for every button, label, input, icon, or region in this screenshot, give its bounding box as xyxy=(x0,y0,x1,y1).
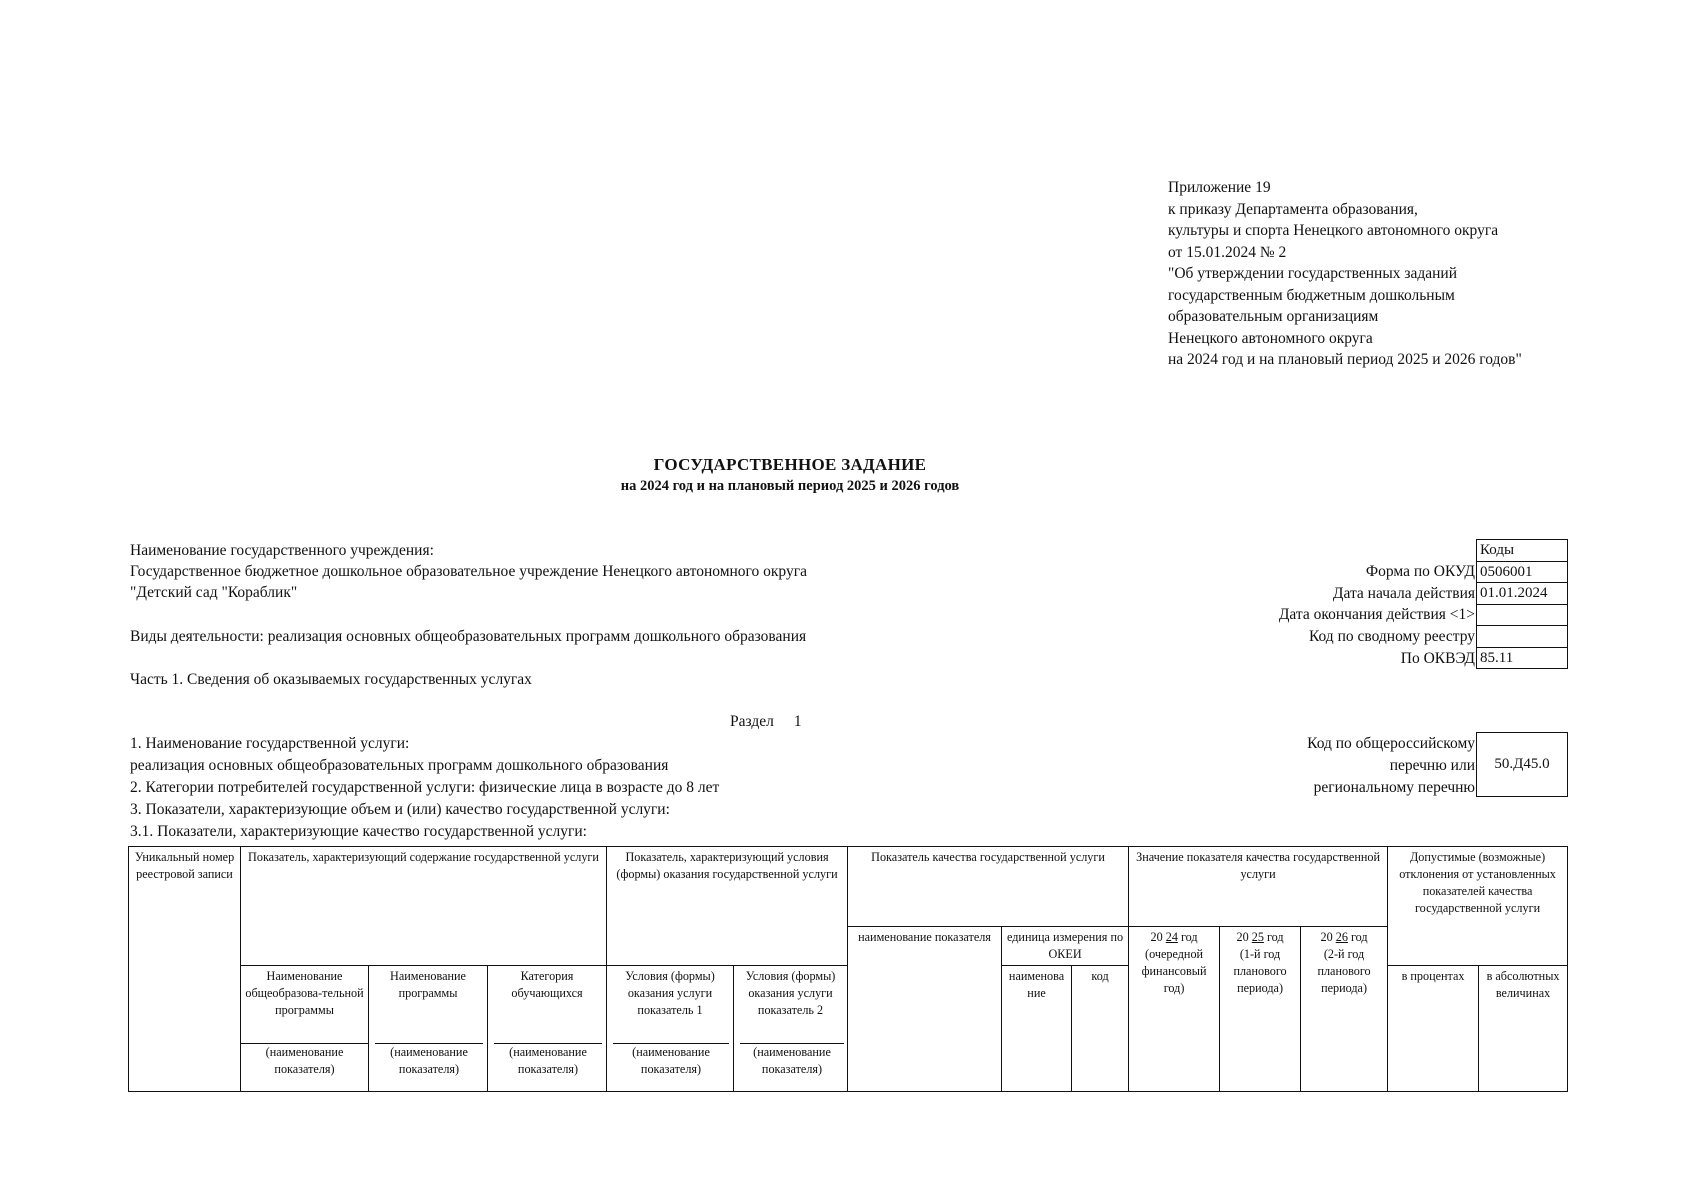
codes-label-start-date: Дата начала действия xyxy=(1332,585,1475,602)
year-2-value: 25 xyxy=(1251,930,1264,944)
codes-box xyxy=(1476,539,1568,669)
header-unit-okei: единица измерения по ОКЕИ xyxy=(1002,927,1129,966)
appendix-line: образовательным организациям xyxy=(1168,308,1379,325)
section-label xyxy=(730,713,802,731)
appendix-line: Ненецкого автономного округа xyxy=(1168,329,1373,347)
codes-label-registry: Код по сводному реестру xyxy=(1308,628,1475,645)
year-1-value: 24 xyxy=(1165,930,1178,944)
institution-name-line1: Государственное бюджетное дошкольное образовательное учреждение Ненецкого автономного округа xyxy=(130,563,807,580)
section-number: 1 xyxy=(793,713,802,730)
col-condition-2-note: (наименование показателя) xyxy=(740,1043,844,1078)
year-3-value: 26 xyxy=(1335,930,1348,944)
col-condition-2: Условия (формы) оказания услуги показатель 2 xyxy=(734,966,848,1092)
codes-value-end-date xyxy=(1477,605,1567,627)
header-conditions-indicator: Показатель, характеризующий условия (формы) оказания государственной услуги xyxy=(607,847,848,966)
header-year-2: 20 25 год (1-й год планового периода) xyxy=(1220,927,1301,1092)
col-category-note: (наименование показателя) xyxy=(494,1043,602,1078)
appendix-line: к приказу Департамента образования, xyxy=(1168,200,1418,218)
codes-value-start-date: 01.01.2024 xyxy=(1477,583,1567,605)
col-condition-1-note: (наименование показателя) xyxy=(613,1043,729,1078)
activity-types: Виды деятельности: реализация основных общеобразовательных программ дошкольного образования xyxy=(130,628,807,645)
service-code-label-line2: перечню или xyxy=(1389,757,1475,774)
header-allowed-deviation: Допустимые (возможные) отклонения от установленных показателей качества государственной услуги xyxy=(1388,847,1568,966)
col-edu-program-note: (наименование показателя) xyxy=(241,1043,368,1078)
appendix-line: культуры и спорта Ненецкого автономного округа xyxy=(1168,222,1499,239)
year-2-sub: (1-й год планового периода) xyxy=(1233,947,1287,995)
col-absolute: в абсолютных величинах xyxy=(1479,966,1568,1092)
col-unit-name: наименова ние xyxy=(1002,966,1072,1092)
codes-value-okved: 85.11 xyxy=(1477,648,1567,670)
header-unique-number: Уникальный номер реестровой записи xyxy=(129,847,241,1092)
codes-label-okved: По ОКВЭД xyxy=(1400,650,1475,667)
institution-label: Наименование государственного учреждения: xyxy=(130,542,434,559)
service-code-label-line3: региональному перечню xyxy=(1313,779,1475,796)
col-program: Наименование программы xyxy=(369,966,488,1092)
document-subtitle: на 2024 год и на плановый период 2025 и 2026 годов xyxy=(620,478,960,494)
appendix-line: от 15.01.2024 № 2 xyxy=(1168,243,1287,261)
document-title: ГОСУДАРСТВЕННОЕ ЗАДАНИЕ xyxy=(653,455,927,474)
col-condition-1: Условия (формы) оказания услуги показатель 1 xyxy=(607,966,734,1092)
header-indicator-name: наименование показателя xyxy=(848,927,1002,1092)
appendix-line: Приложение 19 xyxy=(1168,179,1271,196)
appendix-block xyxy=(1168,177,1522,371)
service-name-value: реализация основных общеобразовательных программ дошкольного образования xyxy=(130,757,669,774)
service-code-label-line1: Код по общероссийскому xyxy=(1307,735,1475,752)
codes-value-okud: 0506001 xyxy=(1477,562,1567,584)
year-3-sub: (2-й год планового периода) xyxy=(1317,947,1371,995)
service-code-box: 50.Д45.0 xyxy=(1476,732,1568,797)
header-quality-indicator: Показатель качества государственной услуги xyxy=(848,847,1129,927)
appendix-line: государственным бюджетным дошкольным xyxy=(1168,286,1455,304)
year-1-sub: (очередной финансовый год) xyxy=(1141,947,1207,995)
col-percent: в процентах xyxy=(1388,966,1479,1092)
codes-label-end-date: Дата окончания действия <1> xyxy=(1278,606,1475,623)
col-unit-code: код xyxy=(1072,966,1129,1092)
col-program-note: (наименование показателя) xyxy=(375,1043,483,1078)
codes-value-registry xyxy=(1477,626,1567,648)
codes-label-okud: Форма по ОКУД xyxy=(1365,563,1475,580)
header-year-1: 20 24 год (очередной финансовый год) xyxy=(1129,927,1220,1092)
service-name-label: 1. Наименование государственной услуги: xyxy=(130,735,410,752)
part1-heading: Часть 1. Сведения об оказываемых государственных услугах xyxy=(130,671,532,688)
col-edu-program: Наименование общеобразова-тельной программы xyxy=(241,966,369,1092)
service-quality-heading: 3.1. Показатели, характеризующие качество государственной услуги: xyxy=(130,823,587,840)
appendix-line: "Об утверждении государственных заданий xyxy=(1168,265,1458,282)
header-quality-value: Значение показателя качества государственной услуги xyxy=(1129,847,1388,927)
appendix-line: на 2024 год и на плановый период 2025 и 2026 годов" xyxy=(1168,351,1522,368)
section-word: Раздел xyxy=(730,713,774,730)
service-categories: 2. Категории потребителей государственной услуги: физические лица в возрасте до 8 лет xyxy=(130,779,720,796)
codes-header: Коды xyxy=(1477,540,1567,562)
col-category: Категория обучающихся xyxy=(488,966,607,1092)
header-year-3: 20 26 год (2-й год планового периода) xyxy=(1301,927,1388,1092)
institution-name-line2: "Детский сад "Кораблик" xyxy=(130,584,298,601)
header-content-indicator: Показатель, характеризующий содержание государственной услуги xyxy=(241,847,607,966)
service-indicators: 3. Показатели, характеризующие объем и (или) качество государственной услуги: xyxy=(130,801,670,818)
